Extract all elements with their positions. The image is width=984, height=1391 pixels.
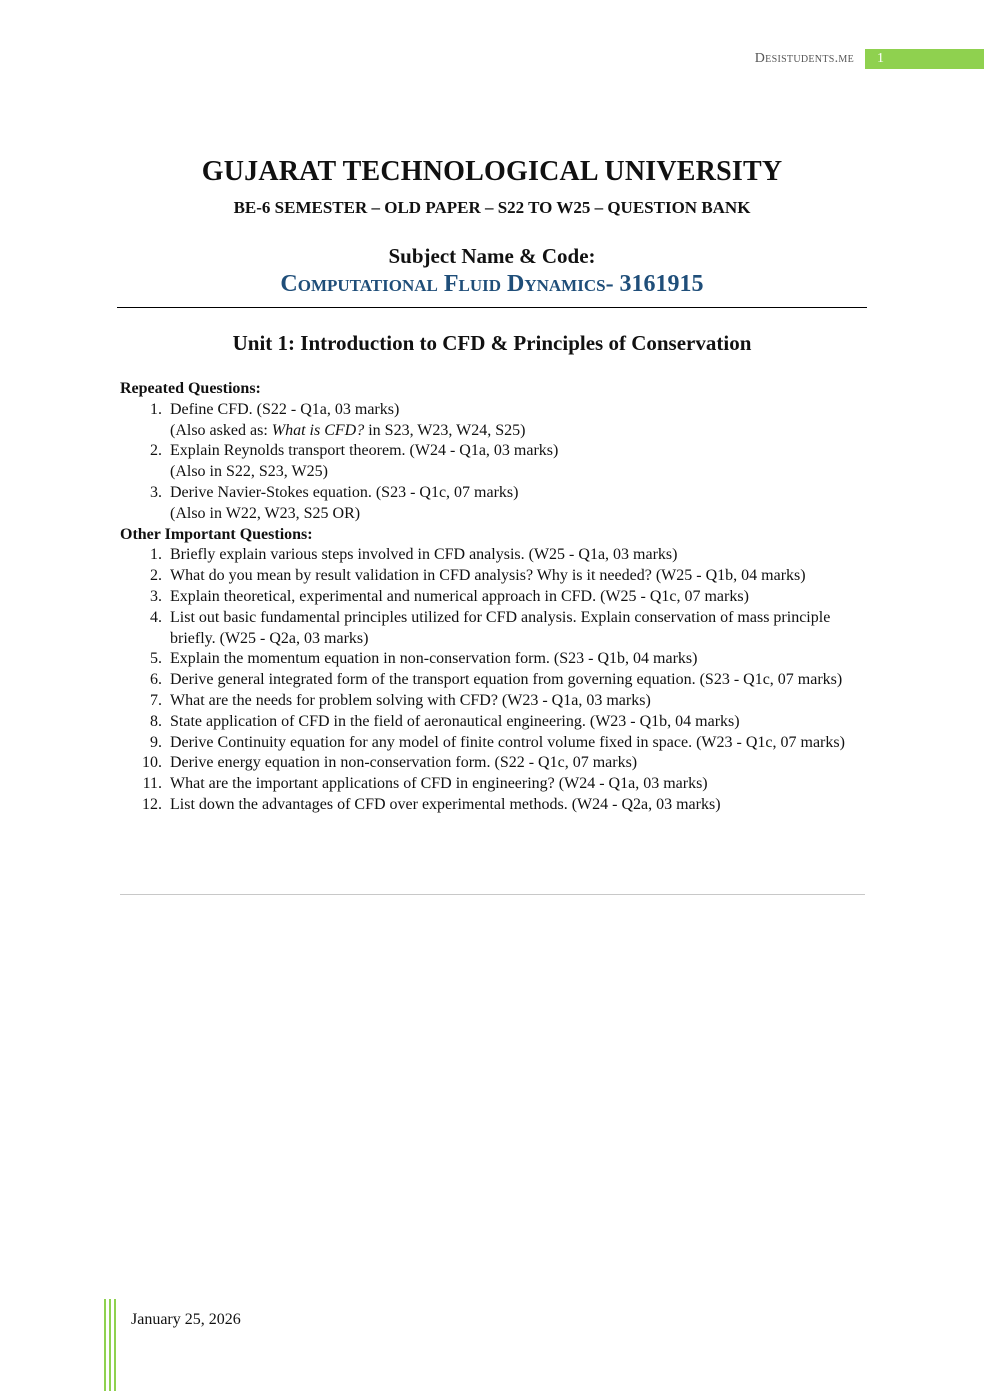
item-text: What do you mean by result validation in CFD analysis? Why is it needed? (W25 - Q1b, 04 marks) xyxy=(170,567,806,585)
item-number: 12. xyxy=(142,795,162,813)
other-questions-list xyxy=(120,545,865,815)
footer-accent-bars xyxy=(104,1299,118,1391)
item-text: List down the advantages of CFD over experimental methods. (W24 - Q2a, 03 marks) xyxy=(170,795,721,813)
also-asked-post: in S23, W23, W24, S25) xyxy=(364,421,526,439)
list-item xyxy=(120,649,865,670)
item-text: List out basic fundamental principles utilized for CFD analysis. Explain conservation of mass principle briefly. (W25 - Q2a, 03 marks) xyxy=(170,608,831,647)
also-asked-emphasis: What is CFD? xyxy=(271,421,365,439)
list-item xyxy=(120,545,865,566)
list-item xyxy=(120,774,865,795)
item-text xyxy=(170,400,865,442)
item-text: Briefly explain various steps involved in CFD analysis. (W25 - Q1a, 03 marks) xyxy=(170,546,678,564)
item-number: 11. xyxy=(142,775,162,793)
also-asked-note: (Also in W22, W23, S25 OR) xyxy=(170,504,361,522)
list-item xyxy=(120,566,865,587)
question-text: Explain Reynolds transport theorem. (W24 - Q1a, 03 marks) xyxy=(170,442,559,460)
item-text: What are the important applications of CFD in engineering? (W24 - Q1a, 03 marks) xyxy=(170,775,708,793)
item-number: 2. xyxy=(150,567,162,585)
list-item xyxy=(120,441,865,483)
item-number: 5. xyxy=(150,650,162,668)
list-item xyxy=(120,587,865,608)
item-text: What are the needs for problem solving with CFD? (W23 - Q1a, 03 marks) xyxy=(170,691,651,709)
item-number: 1. xyxy=(150,400,162,418)
list-item xyxy=(120,795,865,816)
repeated-questions-list xyxy=(120,400,865,525)
item-number: 10. xyxy=(142,754,162,772)
question-content xyxy=(120,379,865,816)
item-text xyxy=(170,441,865,483)
item-text: Derive Continuity equation for any model of finite control volume fixed in space. (W23 - Q1c, 07 marks) xyxy=(170,733,845,751)
accent-bar xyxy=(104,1299,106,1391)
list-item xyxy=(120,670,865,691)
item-number: 3. xyxy=(150,483,162,501)
university-title: GUJARAT TECHNOLOGICAL UNIVERSITY xyxy=(201,156,783,187)
item-number: 2. xyxy=(150,442,162,460)
subject-label: Subject Name & Code: xyxy=(388,244,596,268)
item-number: 4. xyxy=(150,608,162,626)
accent-bar xyxy=(109,1299,111,1391)
also-asked-note: (Also in S22, S23, W25) xyxy=(170,463,328,481)
page-number: 1 xyxy=(877,51,884,66)
page-number-box xyxy=(865,49,984,69)
question-text: Derive Navier-Stokes equation. (S23 - Q1c, 07 marks) xyxy=(170,483,519,501)
subject-name: Computational Fluid Dynamics- 3161915 xyxy=(280,271,704,297)
list-item xyxy=(120,733,865,754)
repeated-questions-heading: Repeated Questions: xyxy=(120,380,261,397)
list-item xyxy=(120,753,865,774)
item-number: 7. xyxy=(150,691,162,709)
item-number: 8. xyxy=(150,712,162,730)
item-text: Derive general integrated form of the transport equation from governing equation. (S23 - Q1c, 07 marks) xyxy=(170,671,843,689)
footer-date: January 25, 2026 xyxy=(131,1311,241,1328)
list-item xyxy=(120,691,865,712)
list-item xyxy=(120,712,865,733)
item-number: 3. xyxy=(150,587,162,605)
content-divider xyxy=(120,894,865,895)
other-questions-heading: Other Important Questions: xyxy=(120,525,313,543)
item-number: 1. xyxy=(150,546,162,564)
list-item xyxy=(120,400,865,442)
accent-bar xyxy=(114,1299,116,1391)
unit-title: Unit 1: Introduction to CFD & Principles of Conservation xyxy=(232,331,752,355)
list-item xyxy=(120,483,865,525)
item-text: Explain the momentum equation in non-conservation form. (S23 - Q1b, 04 marks) xyxy=(170,650,698,668)
item-text: Explain theoretical, experimental and numerical approach in CFD. (W25 - Q1c, 07 marks) xyxy=(170,587,749,605)
item-number: 6. xyxy=(150,671,162,689)
item-text: State application of CFD in the field of aeronautical engineering. (W23 - Q1b, 04 marks) xyxy=(170,712,740,730)
item-number: 9. xyxy=(150,733,162,751)
item-text: Derive energy equation in non-conservation form. (S22 - Q1c, 07 marks) xyxy=(170,754,638,772)
item-text xyxy=(170,483,865,525)
header-site-name: Desistudents.me xyxy=(754,51,854,66)
also-asked-pre: (Also asked as: xyxy=(170,421,272,439)
list-item xyxy=(120,608,865,650)
question-text: Define CFD. (S22 - Q1a, 03 marks) xyxy=(170,400,400,418)
title-divider xyxy=(117,307,867,308)
paper-subtitle: BE-6 SEMESTER – OLD PAPER – S22 TO W25 – QUESTION BANK xyxy=(233,198,751,217)
